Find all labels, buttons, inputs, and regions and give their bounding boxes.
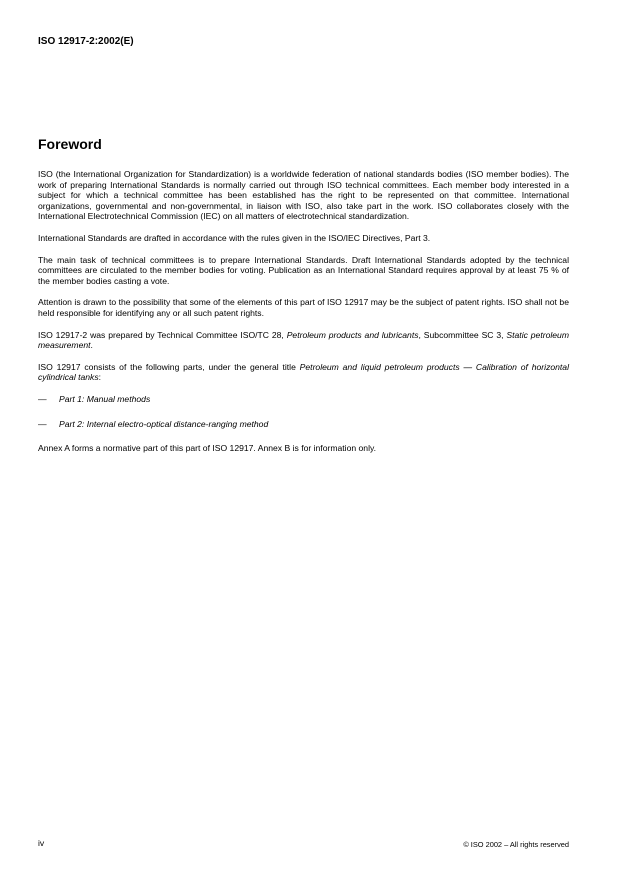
list-dash: —: [38, 418, 47, 429]
paragraph-technical-committees: The main task of technical committees is to prepare International Standards. Draft International Standards adopted by the technical committees are circulated to the member bodies for voting. Publication as an International Standard requires approval by at least 75 % of the member bodies casting a vote.: [38, 254, 569, 286]
paragraph-patent-rights: Attention is drawn to the possibility that some of the elements of this part of ISO 12917 may be the subject of patent rights. ISO shall not be held responsible for identifying any or all such patent rights.: [38, 297, 569, 318]
list-item: [38, 394, 569, 405]
paragraph-iso-intro: ISO (the International Organization for Standardization) is a worldwide federation of national standards bodies (ISO member bodies). The work of preparing International Standards is normally carried out through ISO technical committees. Each member body interested in a subject for which a technical committee has been established has the right to be represented on that committee. International organizations, governmental and non-governmental, in liaison with ISO, also take part in the work. ISO collaborates closely with the International Electrotechnical Commission (IEC) on all matters of electrotechnical standardization.: [38, 169, 569, 222]
paragraph-annexes: Annex A forms a normative part of this part of ISO 12917. Annex B is for information only.: [38, 443, 377, 454]
parts-text-2: :: [98, 372, 102, 383]
prepared-by-text-1: ISO 12917-2 was prepared by Technical Committee ISO/TC 28,: [38, 329, 287, 340]
page-title: Foreword: [38, 136, 102, 152]
prepared-by-text-2: , Subcommittee SC 3,: [418, 329, 507, 340]
parts-text-1: ISO 12917 consists of the following parts, under the general title: [38, 361, 300, 372]
list-item: [38, 419, 569, 430]
subcommittee-title: Static petroleum measurement: [38, 329, 569, 351]
committee-title: Petroleum products and lubricants: [286, 329, 419, 340]
page-number: iv: [38, 838, 45, 848]
copyright-notice: © ISO 2002 – All rights reserved: [463, 840, 569, 849]
foreword-body: [38, 169, 569, 465]
list-item-text: Part 2: Internal electro-optical distance-ranging method: [59, 418, 269, 429]
list-item-text: Part 1: Manual methods: [59, 393, 151, 404]
paragraph-directives: International Standards are drafted in accordance with the rules given in the ISO/IEC Directives, Part 3.: [38, 232, 431, 243]
paragraph-prepared-by: [38, 330, 569, 351]
general-title: Petroleum and liquid petroleum products — Calibration of horizontal cylindrical tanks: [38, 361, 569, 383]
paragraph-parts: [38, 362, 569, 383]
prepared-by-text-3: .: [90, 340, 93, 351]
list-dash: —: [38, 393, 47, 404]
document-code: ISO 12917-2:2002(E): [38, 36, 134, 47]
